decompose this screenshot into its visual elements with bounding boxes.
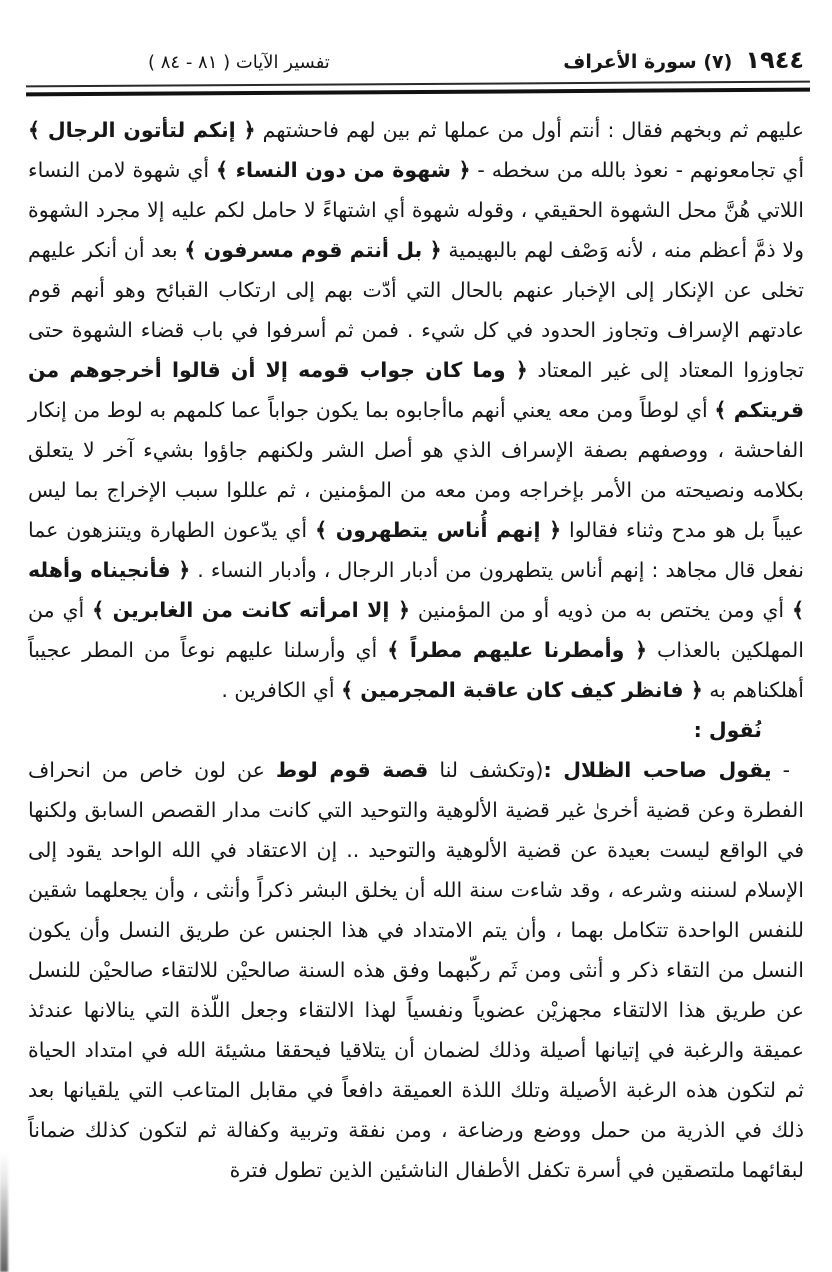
naqul-lead (28, 710, 804, 750)
text-segment: أي وأرسلنا عليهم نوعاً من المطر عجيباً أهلكناهم به (28, 637, 804, 702)
text-segment: عن لون خاص من انحراف الفطرة وعن قضية أخرىٰ غير قضية الألوهية والتوحيد التي كانت مدار القصص السابق ولكنها في الواقع ليست بعيدة عن قضية الألوهية والتوحيد .. إن الاعتقاد في الله الواحد يقود إلى الإسلام لسننه وشرعه ، وقد شاءت سنة الله أن يخلق البشر ذكراً وأنثى ، وأن يجعلهما شقين للنفس الواحدة تتكامل بهما ، وأن يتم الامتداد في هذا الجنس عن طريق النسل وأن يكون النسل من التقاء ذكر و أنثى ومن ثَم ركّبهما وفق هذه السنة صالحيْن للالتقاء صالحيْن للنسل عن طريق هذا الالتقاء مجهزيْن عضوياً ونفسياً لهذا الالتقاء وجعل اللّذة التي ينالانها عندئذ عميقة والرغبة في إتيانها أصيلة وذلك لضمان أن يتلاقيا فيحققا مشيئة الله في امتداد الحياة ثم لتكون هذه الرغبة الأصيلة وتلك اللذة العميقة دافعاً في مقابل المتاعب التي يلقيانها بعد ذلك في الذرية من حمل ووضع ورضاعة ، ومن نفقة وتربية وكفالة ثم لتكون كذلك ضماناً لبقائهما ملتصقين في أسرة تكفل الأطفال الناشئين الذين تطول فترة (28, 757, 804, 1182)
header-divider-thin-line (26, 81, 810, 88)
scan-binding-shadow (0, 1152, 8, 1272)
bold-text-segment: يقول صاحب الظلال : (543, 757, 772, 782)
text-segment: أي لوطاً ومن معه يعني أنهم ماأجابوه بما يكون جواباً عما كلمهم به لوط من إنكار الفاحشة ، ووصفهم بصفة الإسراف الذي هو أصل الشر ولكنهم جاؤوا بشيء آخر لا يتعلق بكلامه ونصيحته من الأمر بإخراجه ومن معه من المؤمنين ، ثم عللوا سبب الإخراج بما ليس عيباً بل هو مدح وثناء فقالوا (28, 397, 804, 542)
text-segment: (وتكشف لنا (428, 757, 544, 782)
text-segment: أي تجامعونهم - نعوذ بالله من سخطه - (470, 157, 805, 182)
header-surah-block (563, 46, 804, 74)
bold-text-segment: نُقول : (693, 717, 762, 742)
bold-text-segment: ﴿ وأمطرنا عليهم مطراً ﴾ (387, 637, 648, 662)
text-segment: أي شهوة لامن النساء اللاتي هُنَّ محل الشهوة الحقيقي ، وقوله شهوة أي اشتهاءً لا حامل لكم عليه إلا مجرد الشهوة ولا ذمَّ أعظم منه ، لأنه وَصْف لهم بالبهيمية (28, 157, 804, 262)
text-segment: أي يدّعون الطهارة ويتنزهون عما نفعل قال مجاهد : إنهم أناس يتطهرون من أدبار الرجال ، وأدبار النساء . (28, 517, 804, 582)
zilal-quote-paragraph (28, 750, 804, 1190)
bold-text-segment: قصة قوم لوط (275, 757, 429, 782)
text-segment: أي ومن يختص به من ذويه أو من المؤمنين (409, 597, 792, 622)
text-segment: - (771, 757, 791, 782)
text-segment: أي الكافرين . (221, 677, 342, 702)
bold-text-segment: ﴿ شهوة من دون النساء ﴾ (216, 157, 471, 182)
bold-text-segment: ﴿ فأنجيناه وأهله ﴾ (28, 557, 804, 622)
surah-title: (٧) سورة الأعراف (563, 51, 733, 73)
page-number: ١٩٤٤ (745, 46, 804, 74)
text-segment: عليهم ثم وبخهم فقال : أنتم أول من عملها ثم بين لهم فاحشتهم (255, 117, 804, 142)
header-divider-thick-line (26, 88, 810, 96)
bold-text-segment: ﴿ إنهم أُناس يتطهرون ﴾ (315, 517, 562, 542)
header-divider (26, 81, 810, 96)
text-segment: أي من المهلكين بالعذاب (28, 597, 804, 662)
page-header (28, 46, 804, 74)
bold-text-segment: ﴿ إنكم لتأتون الرجال ﴾ (28, 117, 256, 142)
body-text (28, 110, 804, 1190)
tafsir-commentary-paragraph (28, 110, 804, 710)
bold-text-segment: ﴿ فانظر كيف كان عاقبة المجرمين ﴾ (341, 677, 703, 702)
bold-text-segment: ﴿ إلا امرأته كانت من الغابرين ﴾ (92, 597, 410, 622)
text-segment: بعد أن أنكر عليهم تخلى عن الإنكار إلى الإخبار عنهم بالحال التي أدّت بهم إلى ارتكاب القبائح وهو أنهم قوم عادتهم الإسراف وتجاوز الحدود في كل شيء . فمن ثم أسرفوا في باب قضاء الشهوة حتى تجاوزوا المعتاد إلى غير المعتاد (28, 237, 804, 382)
bold-text-segment: ﴿ وما كان جواب قومه إلا أن قالوا أخرجوهم من قريتكم ﴾ (28, 357, 804, 422)
bold-text-segment: ﴿ بل أنتم قوم مسرفون ﴾ (184, 237, 442, 262)
section-title: تفسير الآيات ( ٨١ - ٨٤ ) (148, 52, 330, 73)
